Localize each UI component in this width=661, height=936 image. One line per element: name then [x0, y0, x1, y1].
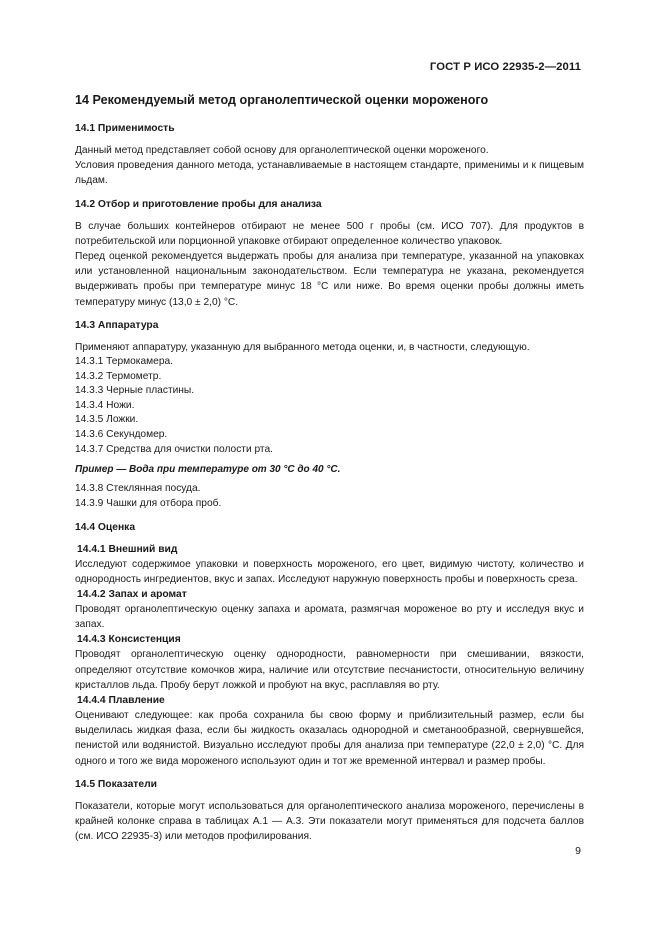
paragraph: В случае больших контейнеров отбирают не менее 500 г пробы (см. ИСО 707). Для продуктов в потребительской или порционной упаковке отбирают определенное количество упаковок.: [75, 220, 584, 247]
example-note: Пример — Вода при температуре от 30 °С до 40 °С.: [75, 464, 341, 476]
list-item: 14.3.4 Ножи.: [75, 399, 135, 411]
paragraph: Исследуют содержимое упаковки и поверхность мороженого, его цвет, видимую чистоту, количество и однородность ингредиентов, вкус и запах. Исследуют наружную поверхность пробы и поверхность среза.: [75, 558, 584, 585]
section-14-2-title: 14.2 Отбор и приготовление пробы для анализа: [75, 198, 322, 210]
paragraph: Оценивают следующее: как проба сохранила бы свою форму и приблизительный размер, если бы выделилась жидкая фаза, если бы жидкость оказалась однородной и сметанообразной, свернувшейся, пенистой или водянистой. Визуально исследуют пробы для анализа при температуре (22,0 ± 2,0) °С. Для одного и того же вида мороженого используют один и тот же временной интервал и размер пробы.: [75, 710, 584, 767]
section-title: 14 Рекомендуемый метод органолептической оценки мороженого: [75, 93, 489, 107]
paragraph: Данный метод представляет собой основу для органолептической оценки мороженого.: [75, 145, 489, 156]
paragraph: Применяют аппаратуру, указанную для выбранного метода оценки, и, в частности, следующую.: [75, 341, 530, 353]
list-item: 14.3.3 Черные пластины.: [75, 385, 195, 397]
list-item: 14.3.9 Чашки для отбора проб.: [75, 497, 222, 509]
list-item: 14.3.8 Стеклянная посуда.: [75, 483, 201, 495]
page-number: 9: [575, 845, 581, 857]
section-14-3: [75, 318, 584, 512]
list-item: 14.3.5 Ложки.: [75, 414, 139, 426]
list-item: 14.3.2 Термометр.: [75, 370, 162, 382]
section-14-5: [75, 777, 584, 845]
list-item: 14.3.7 Средства для очистки полости рта.: [75, 443, 273, 455]
paragraph: Проводят органолептическую оценку однородности, равномерности при смешивании, вязкости, определяют отсутствие комочков жира, наличие или отсутствие песчанистости, относительную величину кристаллов льда. Пробу берут ложкой и пробуют на вкус, расплавляя во рту.: [75, 649, 584, 691]
page-content: [75, 92, 584, 852]
subsection-title: 14.4.3 Консистенция: [77, 634, 181, 646]
section-14-4-title: 14.4 Оценка: [75, 521, 136, 533]
subsection-title: 14.4.2 Запах и аромат: [77, 588, 187, 600]
document-id-header: ГОСТ Р ИСО 22935-2—2011: [429, 61, 581, 73]
paragraph: Показатели, которые могут использоваться для органолептического анализа мороженого, перечислены в крайней колонке справа в таблицах А.1 — А.3. Эти показатели могут применяться для подсчета баллов (см. ИСО 22935-3) или методов профилирования.: [75, 800, 584, 843]
subsection-title: 14.4.4 Плавление: [77, 695, 165, 706]
section-14-2: [75, 197, 584, 310]
section-14-5-title: 14.5 Показатели: [75, 778, 157, 790]
section-14-1: [75, 121, 584, 189]
paragraph: Проводят органолептическую оценку запаха и аромата, размягчая мороженое во рту и исследуя вкус и запах.: [75, 603, 584, 631]
section-14-4: [75, 520, 584, 769]
paragraph: Перед оценкой рекомендуется выдержать пробы для анализа при температуре, указанной на упаковках или установленной национальным законодательством. Если температура не указана, рекомендуется выдерживать пробы при температуре минус 18 °С или ниже. Во время оценки пробы должны иметь температуру минус (13,0 ± 2,0) °С.: [75, 251, 584, 308]
section-14-1-title: 14.1 Применимость: [75, 123, 175, 134]
section-14-3-title: 14.3 Аппаратура: [75, 319, 159, 331]
list-item: 14.3.6 Секундомер.: [75, 429, 168, 440]
subsection-title: 14.4.1 Внешний вид: [77, 543, 178, 555]
list-item: 14.3.1 Термокамера.: [75, 356, 173, 368]
paragraph: Условия проведения данного метода, устанавливаемые в настоящем стандарте, применимы и к пищевым льдам.: [75, 160, 584, 187]
